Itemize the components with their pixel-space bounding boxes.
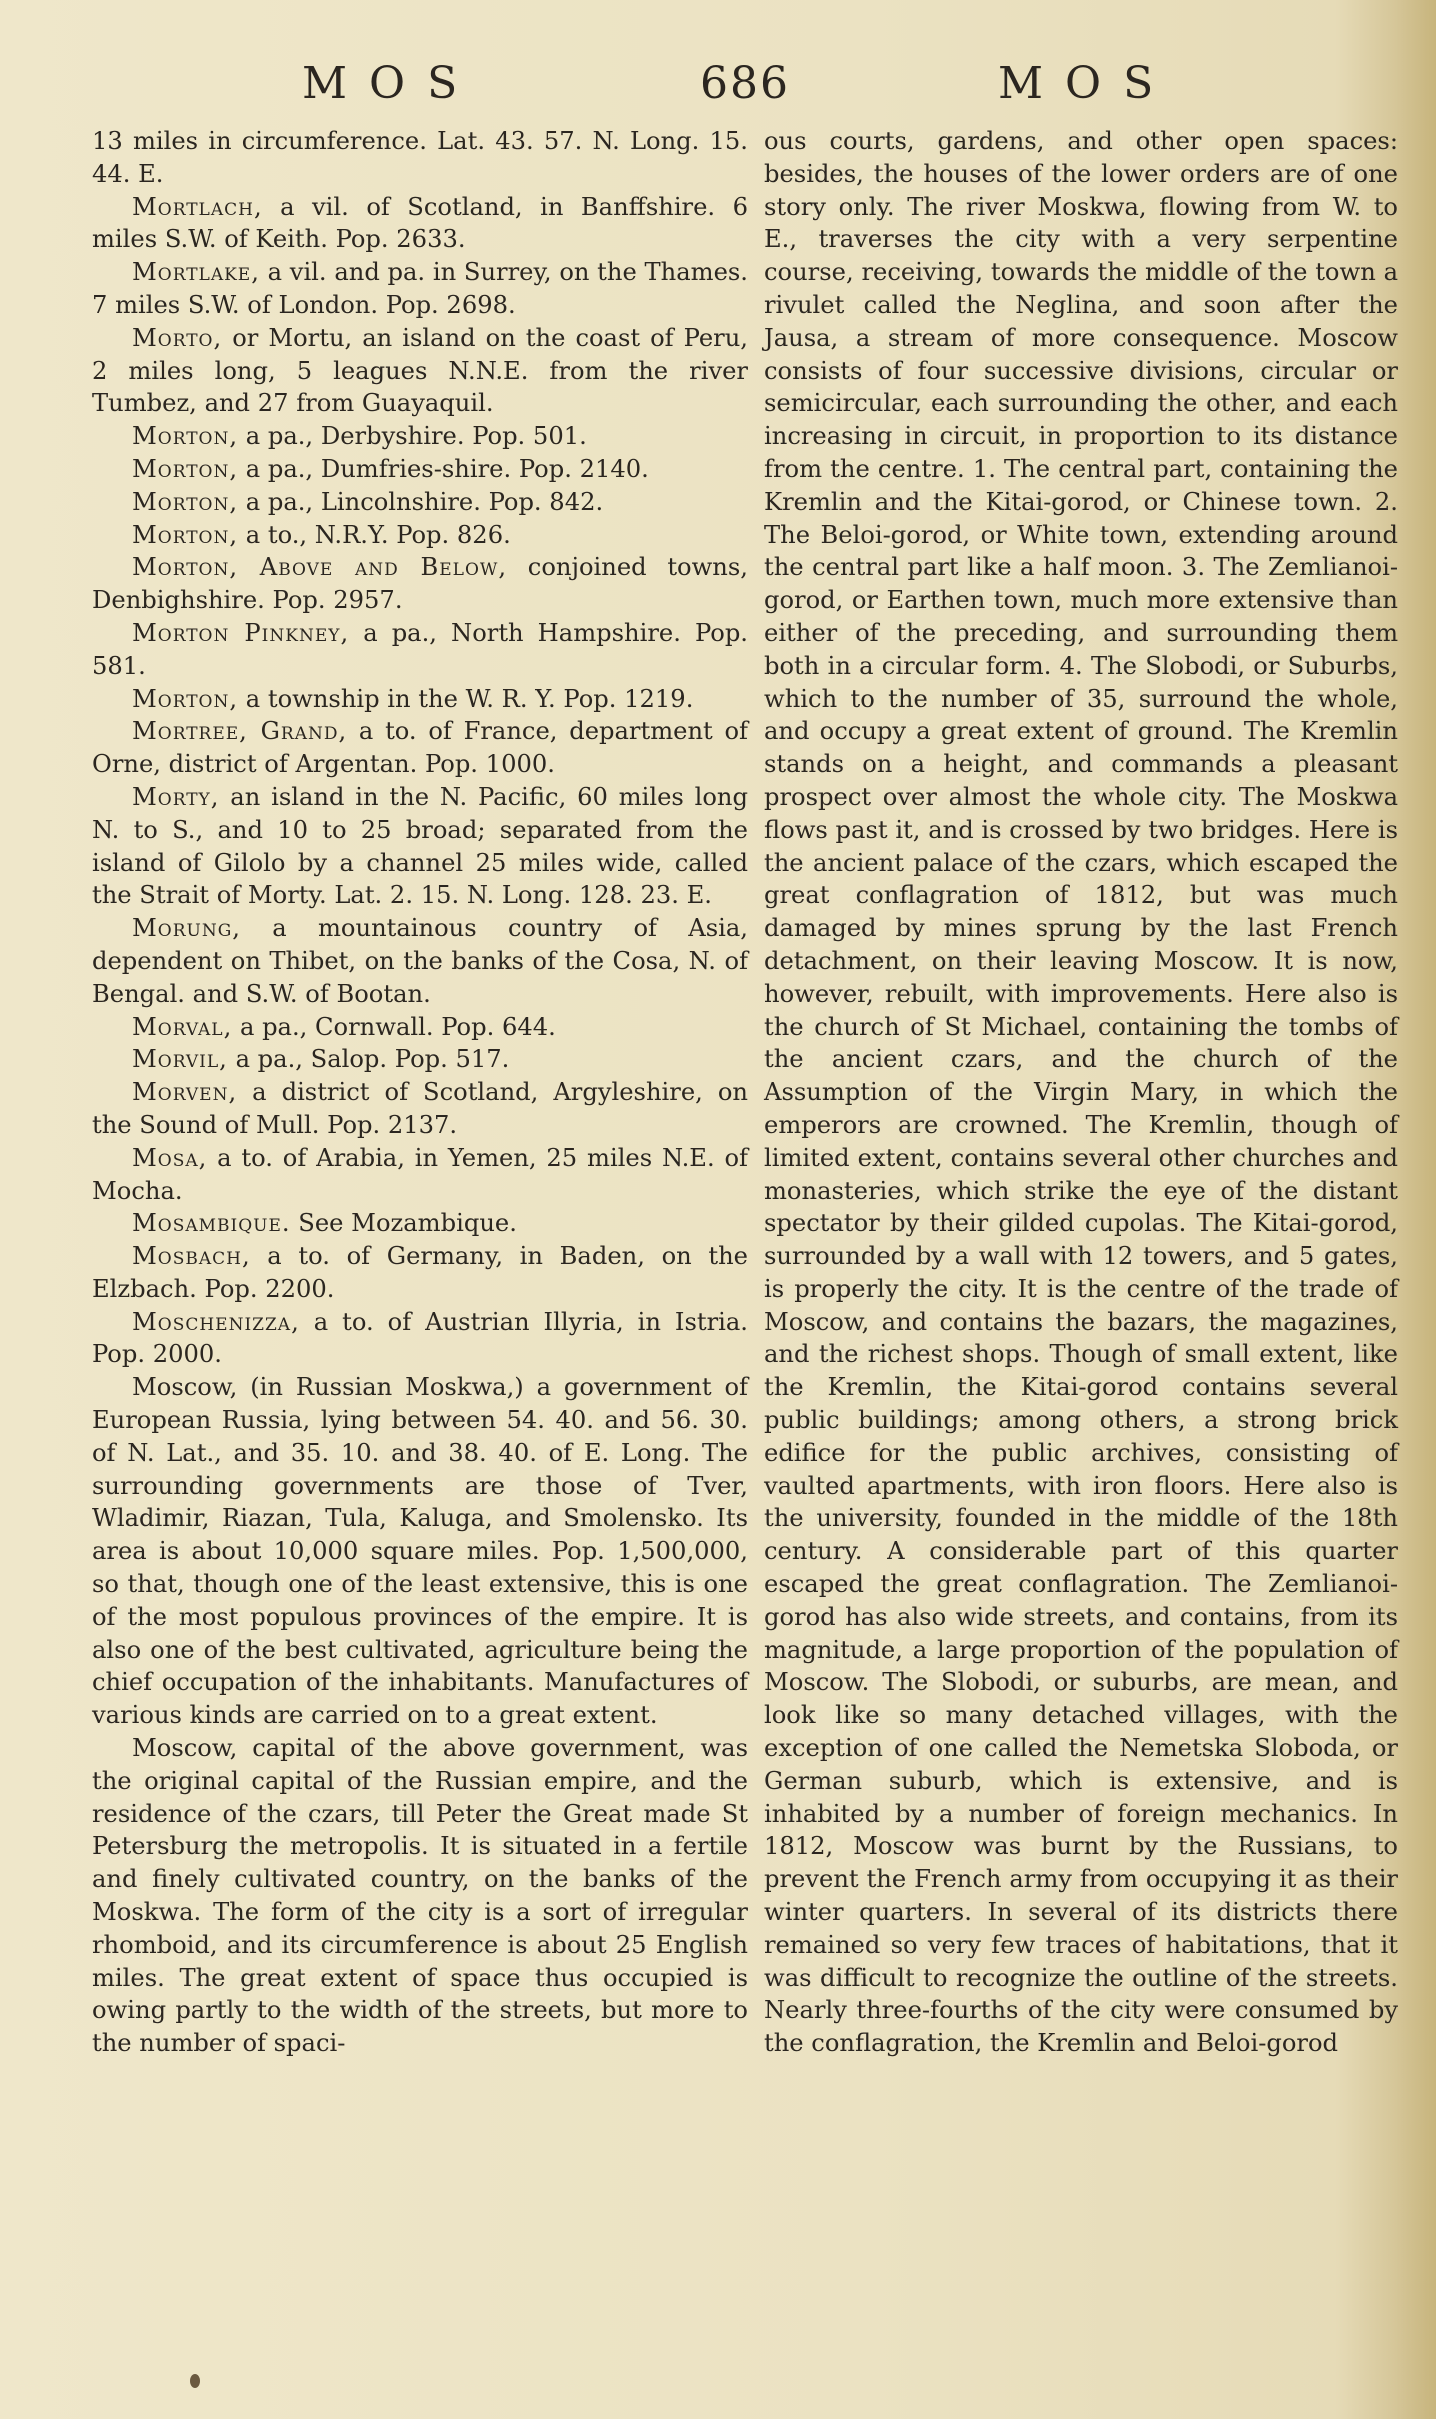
dictionary-entry (92, 256, 748, 322)
entry-headword: Morven, (132, 1078, 238, 1107)
dictionary-entry (92, 1076, 748, 1142)
dictionary-entry (92, 322, 748, 420)
dictionary-entry (92, 420, 748, 453)
dictionary-entry (92, 1011, 748, 1044)
entry-text: a to. of Austrian Illyria, in Istria. Pop. 2000. (92, 1307, 748, 1369)
page-number: 686 (700, 58, 790, 109)
entry-text: ous courts, gardens, and other open spaces: besides, the houses of the lower orders are of one story only. The river Moskwa, flowing from W. to E., traverses the city with a very serpentine course, receiving, towards the middle of the town a rivulet called the Neglina, and soon after the Jausa, a stream of more consequence. Moscow consists of four successive divisions, circular or semicircular, each surrounding the other, and each increasing in circuit, in proportion to its distance from the centre. 1. The central part, containing the Kremlin and the Kitai-gorod, or Chinese town. 2. The Beloi-gorod, or White town, extending around the central part like a half moon. 3. The Zemlianoi-gorod, or Earthen town, much more extensive than either of the preceding, and surrounding them both in a circular form. 4. The Slobodi, or Suburbs, which to the number of 35, surround the whole, and occupy a great extent of ground. The Kremlin stands on a height, and commands a pleasant prospect over almost the whole city. The Moskwa flows past it, and is crossed by two bridges. Here is the ancient palace of the czars, which escaped the great conflagration of 1812, but was much damaged by mines sprung by the last French detachment, on their leaving Moscow. It is now, however, rebuilt, with improvements. Here also is the church of St Michael, containing the tombs of the ancient czars, and the church of the Assumption of the Virgin Mary, in which the emperors are crowned. The Kremlin, though of limited extent, contains several other churches and monasteries, which strike the eye of the distant spectator by their gilded cupolas. The Kitai-gorod, surrounded by a wall with 12 towers, and 5 gates, is properly the city. It is the centre of the trade of Moscow, and contains the bazars, the magazines, and the richest shops. Though of small extent, like the Kremlin, the Kitai-gorod contains several public buildings; among others, a strong brick edifice for the public archives, consisting of vaulted apartments, with iron floors. Here also is the university, founded in the middle of the 18th century. A considerable part of this quarter escaped the great conflagration. The Zemlianoi-gorod has also wide streets, and contains, from its magnitude, a large proportion of the population of Moscow. The Slobodi, or suburbs, are mean, and look like so many detached villages, with the exception of one called the Nemetska Sloboda, or German suburb, which is extensive, and is inhabited by a number of foreign mechanics. In 1812, Moscow was burnt by the Russians, to prevent the French army from occupying it as their winter quarters. In several of its districts there remained so very few traces of habitations, that it was difficult to recognize the outline of the streets. Nearly three-fourths of the city were consumed by the conflagration, the Kremlin and Beloi-gorod (764, 127, 1398, 2058)
entry-headword: Morton, (132, 454, 239, 483)
dictionary-entry (92, 191, 748, 257)
dictionary-entry (92, 125, 748, 191)
entry-text: a vil. of Scotland, in Banffshire. 6 miles S.W. of Keith. Pop. 2633. (92, 192, 748, 254)
entry-text: conjoined towns, Denbighshire. Pop. 2957. (92, 553, 748, 615)
dictionary-entry (92, 1142, 748, 1208)
dictionary-entry (92, 715, 748, 781)
entry-headword: Morton, (132, 422, 239, 451)
entry-text: an island in the N. Pacific, 60 miles long N. to S., and 10 to 25 broad; separated from the island of Gilolo by a channel 25 miles wide, called the Strait of Morty. Lat. 2. 15. N. Long. 128. 23. E. (92, 782, 748, 910)
entry-headword: Morty, (132, 782, 220, 811)
entry-headword: Morton, (132, 487, 239, 516)
entry-headword: Moschenizza, (132, 1307, 300, 1336)
entry-text: a to. of Germany, in Baden, on the Elzbach. Pop. 2200. (92, 1242, 748, 1303)
entry-text: or Mortu, an island on the coast of Peru, 2 miles long, 5 leagues N.N.E. from the river Tumbez, and 27 from Guayaquil. (92, 323, 748, 418)
dictionary-entry (92, 453, 748, 486)
dictionary-entry (92, 912, 748, 1010)
entry-text: a to. of France, department of Orne, district of Argentan. Pop. 1000. (92, 717, 748, 779)
entry-text: a to. of Arabia, in Yemen, 25 miles N.E. of Mocha. (92, 1143, 748, 1205)
entry-text: a pa., Salop. Pop. 517. (227, 1045, 510, 1074)
entry-headword: Morvil, (132, 1045, 228, 1074)
entry-text: a district of Scotland, Argyleshire, on the Sound of Mull. Pop. 2137. (92, 1078, 748, 1139)
entry-headword: Mosambique. (132, 1209, 291, 1238)
entry-headword: Mortlake, (132, 258, 260, 287)
entry-text: 13 miles in circumference. Lat. 43. 57. N. Long. 15. 44. E. (92, 127, 748, 188)
dictionary-entry (92, 617, 748, 683)
entry-text: a vil. and pa. in Surrey, on the Thames. 7 miles S.W. of London. Pop. 2698. (92, 258, 748, 319)
entry-headword: Morto, (132, 323, 223, 352)
entry-headword: Morval, (132, 1012, 233, 1041)
dictionary-entry (92, 1207, 748, 1240)
entry-text: See Mozambique. (290, 1209, 517, 1238)
entry-headword: Mortlach, (132, 192, 263, 221)
dictionary-entry (92, 1240, 748, 1306)
dictionary-entry (92, 1043, 748, 1076)
dictionary-entry (764, 125, 1398, 2060)
entry-headword: Mosa, (132, 1143, 208, 1172)
entry-text: a to., N.R.Y. Pop. 826. (238, 520, 511, 549)
entry-headword: Mosbach, (132, 1242, 251, 1271)
dictionary-entry (92, 683, 748, 716)
entry-headword: Morton, (132, 684, 239, 713)
entry-headword: Morton Pinkney, (132, 618, 350, 647)
entry-text: Moscow, (in Russian Moskwa,) a government of European Russia, lying between 54. 40. and 56. 30. of N. Lat., and 35. 10. and 38. 40. of E. Long. The surrounding governments are those of Tver, Wladimir, Riazan, Tula, Kaluga, and Smolensko. Its area is about 10,000 square miles. Pop. 1,500,000, so that, though one of the least extensive, this is one of the most populous provinces of the empire. It is also one of the best cultivated, agriculture being the chief occupation of the inhabitants. Manufactures of various kinds are carried on to a great extent. (92, 1373, 748, 1730)
entry-headword: Morton, Above and Below, (132, 553, 508, 582)
running-header (0, 58, 1436, 118)
entry-text: Moscow, capital of the above government, was the original capital of the Russian empire, and the residence of the czars, till Peter the Great made St Petersburg the metropolis. It is situated in a fertile and finely cultivated country, on the banks of the Moskwa. The form of the city is a sort of irregular rhomboid, and its circumference is about 25 English miles. The great extent of space thus occupied is owing partly to the width of the streets, but more to the number of spaci- (92, 1734, 748, 2058)
dictionary-entry (92, 519, 748, 552)
dictionary-entry (92, 1732, 748, 2060)
dictionary-entry (92, 551, 748, 617)
header-right: MOS (998, 58, 1176, 109)
entry-text: a pa., Lincolnshire. Pop. 842. (238, 487, 604, 516)
entry-text: a pa., Derbyshire. Pop. 501. (238, 422, 587, 451)
dictionary-entry (92, 1371, 748, 1732)
entry-text: a township in the W. R. Y. Pop. 1219. (238, 684, 694, 713)
entry-text: a pa., North Hampshire. Pop. 581. (92, 618, 748, 680)
dictionary-entry (92, 1306, 748, 1372)
ink-spot (190, 2374, 200, 2388)
header-left: MOS (302, 58, 480, 109)
entry-headword: Morung, (132, 914, 241, 943)
entry-headword: Mortree, Grand, (132, 717, 348, 746)
dictionary-entry (92, 781, 748, 912)
dictionary-entry (92, 486, 748, 519)
entry-text: a pa., Dumfries-shire. Pop. 2140. (238, 454, 649, 483)
entry-headword: Morton, (132, 520, 239, 549)
left-column (92, 125, 748, 2060)
entry-text: a pa., Cornwall. Pop. 644. (232, 1012, 556, 1041)
entry-text: a mountainous country of Asia, dependent on Thibet, on the banks of the Cosa, N. of Bengal. and S.W. of Bootan. (92, 914, 748, 1008)
right-column (764, 125, 1398, 2060)
